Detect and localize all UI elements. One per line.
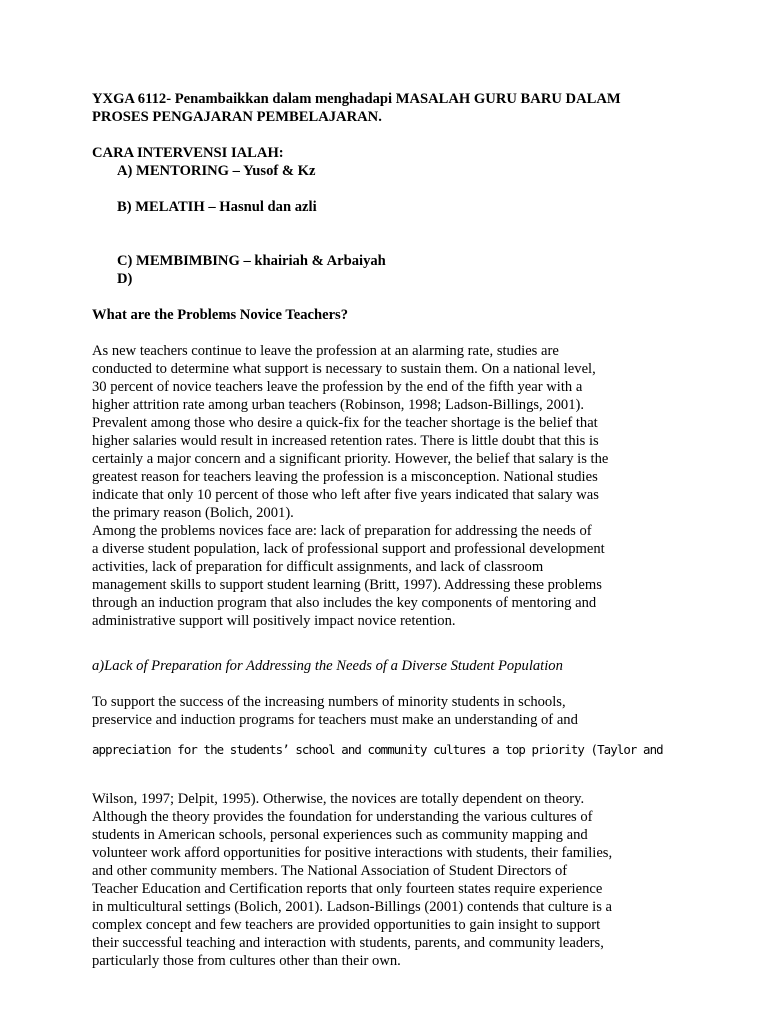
paragraph-line: Although the theory provides the foundation for understanding the various cultures of	[92, 808, 593, 825]
document-title	[92, 90, 712, 126]
paragraph-line: higher attrition rate among urban teachers (Robinson, 1998; Ladson-Billings, 2001).	[92, 397, 585, 413]
paragraph-line: preservice and induction programs for teachers must make an understanding of and	[92, 712, 578, 728]
subheading-diverse-population: a)Lack of Preparation for Addressing the Needs of a Diverse Student Population	[92, 658, 563, 674]
paragraph-line: conducted to determine what support is necessary to sustain them. On a national level,	[92, 361, 596, 377]
paragraph-line: 30 percent of novice teachers leave the profession by the end of the fifth year with a	[92, 379, 583, 395]
paragraph-line: indicate that only 10 percent of those who left after five years indicated that salary was	[92, 487, 599, 503]
paragraph-line: in multicultural settings (Bolich, 2001). Ladson-Billings (2001) contends that culture is a	[92, 898, 613, 915]
paragraph-line: management skills to support student learning (Britt, 1997). Addressing these problems	[92, 577, 602, 593]
paragraph-line: through an induction program that also includes the key components of mentoring and	[92, 595, 597, 611]
paragraph-line: students in American schools, personal experiences such as community mapping and	[92, 826, 588, 843]
paragraph-line: particularly those from cultures other than their own.	[92, 952, 401, 969]
paragraph-line: administrative support will positively impact novice retention.	[92, 613, 456, 629]
paragraph-problems	[92, 342, 712, 522]
title-line: PROSES PENGAJARAN PEMBELAJARAN.	[92, 109, 382, 125]
intervention-item-melatih: B) MELATIH – Hasnul dan azli	[117, 199, 317, 215]
intervention-item-d: D)	[117, 271, 133, 287]
paragraph-line: certainly a major concern and a significant priority. However, the belief that salary is the	[92, 451, 609, 467]
intervention-item-mentoring: A) MENTORING – Yusof & Kz	[117, 163, 316, 179]
intervention-heading: CARA INTERVENSI IALAH:	[92, 145, 284, 161]
paragraph-line: complex concept and few teachers are provided opportunities to gain insight to support	[92, 916, 601, 933]
intervention-item-membimbing: C) MEMBIMBING – khairiah & Arbaiyah	[117, 253, 386, 269]
paragraph-line: Wilson, 1997; Delpit, 1995). Otherwise, the novices are totally dependent on theory.	[92, 790, 585, 807]
paragraph-novice-problems	[92, 522, 712, 630]
paragraph-line: higher salaries would result in increased retention rates. There is little doubt that this is	[92, 433, 599, 449]
document-page	[92, 90, 712, 970]
question-heading: What are the Problems Novice Teachers?	[92, 307, 349, 323]
title-line: YXGA 6112- Penambaikkan dalam menghadapi MASALAH GURU BARU DALAM	[92, 91, 621, 107]
paragraph-line: activities, lack of preparation for difficult assignments, and lack of classroom	[92, 559, 544, 575]
paragraph-line: Prevalent among those who desire a quick-fix for the teacher shortage is the belief that	[92, 415, 598, 431]
paragraph-line: Teacher Education and Certification reports that only fourteen states require experience	[92, 880, 603, 897]
paragraph-line: Among the problems novices face are: lack of preparation for addressing the needs of	[92, 523, 592, 539]
paragraph-line-mono: appreciation for the students’ school and community cultures a top priority (Taylor and	[92, 742, 663, 758]
paragraph-line: and other community members. The National Association of Student Directors of	[92, 862, 568, 879]
paragraph-support-success	[92, 693, 712, 759]
paragraph-line: volunteer work afford opportunities for positive interactions with students, their families,	[92, 844, 613, 861]
paragraph-line: a diverse student population, lack of professional support and professional development	[92, 541, 605, 557]
paragraph-theory	[92, 790, 712, 970]
paragraph-line: the primary reason (Bolich, 2001).	[92, 505, 294, 521]
paragraph-line: To support the success of the increasing numbers of minority students in schools,	[92, 694, 566, 710]
paragraph-line: their successful teaching and interaction with students, parents, and community leaders,	[92, 934, 604, 951]
paragraph-line: As new teachers continue to leave the profession at an alarming rate, studies are	[92, 343, 559, 359]
paragraph-line: greatest reason for teachers leaving the profession is a misconception. National studies	[92, 469, 598, 485]
